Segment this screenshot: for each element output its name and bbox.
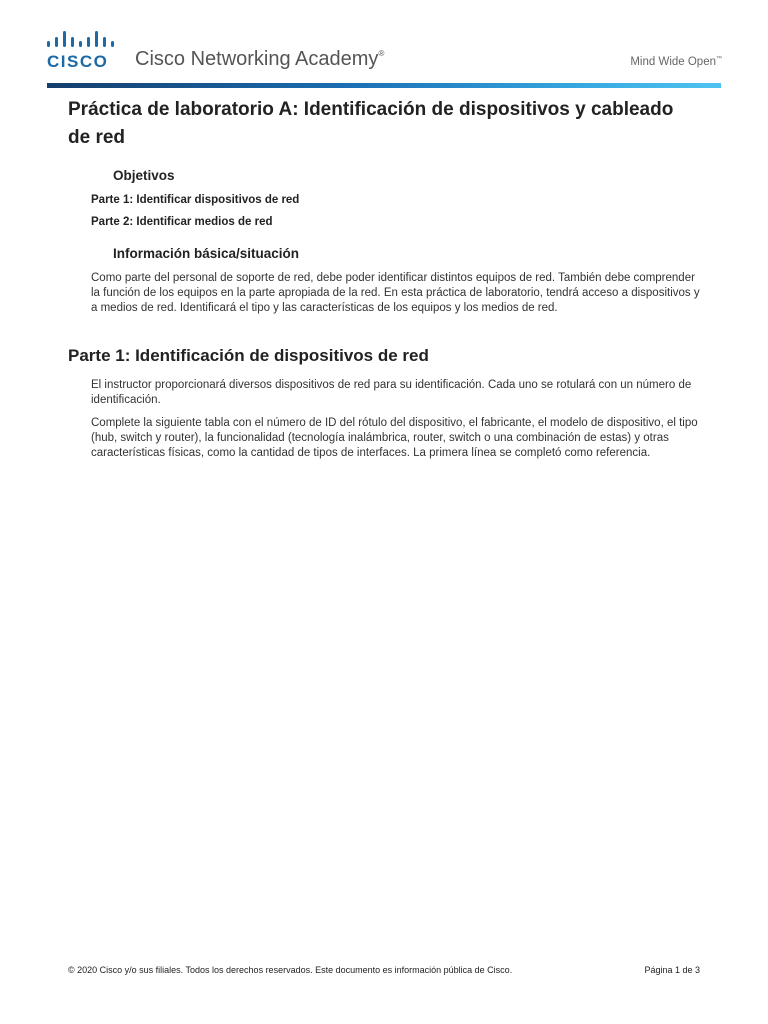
document-title: Práctica de laboratorio A: Identificación de dispositivos y cableado de red [68, 99, 674, 148]
cisco-bridge-icon [47, 30, 117, 50]
footer-page-indicator: Página 1 de 3 [644, 965, 700, 975]
header-divider [47, 83, 721, 88]
academy-name: Cisco Networking Academy® [135, 48, 385, 70]
footer-copyright: © 2020 Cisco y/o sus filiales. Todos los derechos reservados. Este documento es información pública de Cisco. [68, 965, 513, 975]
objective-item-1: Parte 1: Identificar dispositivos de red [91, 194, 300, 206]
page-header [0, 0, 768, 92]
part1-paragraph-1: El instructor proporcionará diversos dispositivos de red para su identificación. Cada uno se rotulará con un número de identificación. [91, 379, 692, 406]
part1-paragraph-2: Complete la siguiente tabla con el número de ID del rótulo del dispositivo, el fabricante, el modelo de dispositivo, el tipo (hub, switch y router), la funcionalidad (tecnología inalámbrica, router, switch o una combinación de estas) y otras características físicas, como la cantidad de tipos de interfaces. La primera línea se completó como referencia. [91, 417, 698, 459]
background-paragraph: Como parte del personal de soporte de red, debe poder identificar distintos equipos de red. También debe comprender la función de los equipos en la parte apropiada de la red. En esta práctica de laboratorio, tendrá acceso a dispositivos y a medios de red. Identificará el tipo y las características de los equipos y los medios de red. [91, 272, 700, 314]
background-heading: Información básica/situación [113, 246, 300, 261]
objective-item-2: Parte 2: Identificar medios de red [91, 216, 273, 228]
cisco-logo [47, 30, 117, 72]
cisco-wordmark: CISCO [47, 52, 109, 71]
objectives-heading: Objetivos [113, 168, 175, 183]
part1-heading: Parte 1: Identificación de dispositivos de red [68, 346, 429, 365]
tagline: Mind Wide Open™ [630, 56, 722, 68]
